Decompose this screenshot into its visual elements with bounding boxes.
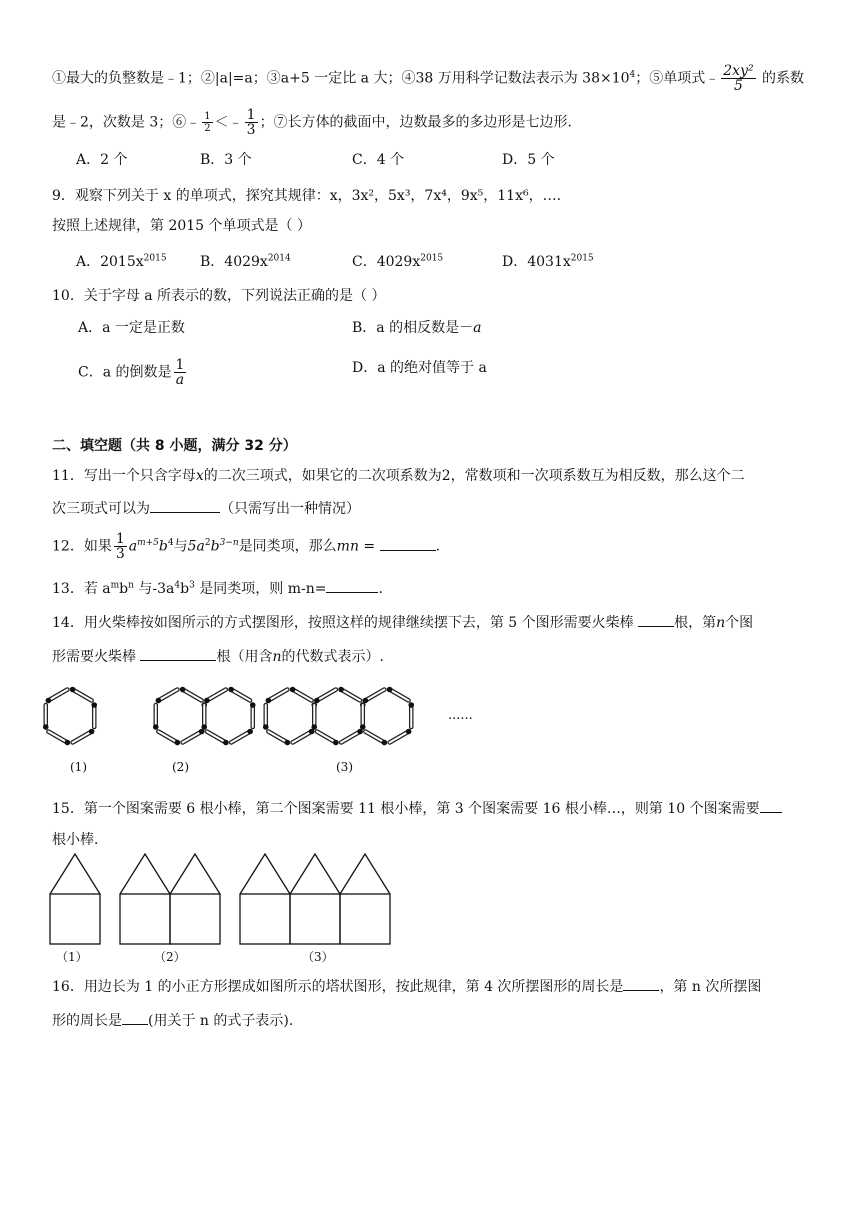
matchstick-head [247, 729, 253, 735]
matchstick-body [207, 690, 226, 701]
matchstick-body [390, 690, 409, 701]
matchstick-body [48, 732, 67, 743]
q15-caption-3: （3） [302, 950, 334, 964]
q16-line1: 16．用边长为 1 的小正方形摆成如图所示的塔状图形，按此规律，第 4 次所摆图形的周长是 ，第 n 次所摆图 [52, 976, 761, 997]
house-roof [170, 854, 220, 894]
q14-answer-blank-2[interactable] [140, 646, 216, 661]
matchstick-body [183, 690, 202, 701]
q15-line2: 根小棒． [52, 832, 108, 848]
matchstick-head [250, 702, 256, 708]
house-roof [290, 854, 340, 894]
house-roof [50, 854, 100, 894]
matchstick-body [158, 732, 177, 743]
matchstick-body [158, 690, 177, 701]
house-square [340, 894, 390, 944]
matchstick-body [183, 732, 202, 743]
matchstick-head [153, 724, 159, 730]
q10-option-b[interactable]: B．a 的相反数是－a [352, 320, 482, 336]
matchstick-body [48, 690, 67, 701]
matchstick-head [223, 740, 229, 746]
q10-reciprocal-fraction: $\frac{1}{a}$ [175, 357, 185, 388]
house-square [170, 894, 220, 944]
matchstick-head [91, 702, 97, 708]
q9-line1: 9．观察下列关于 x 的单项式，探究其规律：x，3x²，5x³，7x⁴，9x⁵，11x⁶，…. [52, 188, 562, 204]
matchstick-head [204, 698, 210, 704]
q16-line2: 形的周长是 (用关于 n 的式子表示). [52, 1010, 293, 1031]
matchstick-body [73, 732, 92, 743]
matchstick-head [333, 740, 339, 746]
q11-answer-blank[interactable] [150, 498, 220, 513]
q9-option-b[interactable]: B．$4029x^{2014}$ [200, 253, 291, 270]
matchstick-head [338, 687, 344, 693]
matchstick-head [263, 724, 269, 730]
matchstick-head [43, 724, 49, 730]
q8-line1: ①最大的负整数是﹣1；②|a|=a；③a+5 一定比 a 大；④38 万用科学记数法表示为 $38\times 10^4$；⑤单项式﹣ $\frac{\text{2xy²}}{5}$ 的系数 [52, 63, 805, 94]
matchstick-body [268, 732, 287, 743]
q14-line2: 形需要火柴棒 根（用含n的代数式表示）. [52, 646, 384, 667]
matchstick-head [360, 724, 366, 730]
q13-answer-blank[interactable] [326, 578, 378, 593]
matchstick-body [317, 732, 336, 743]
matchstick-head [311, 724, 317, 730]
matchstick-head [65, 740, 71, 746]
matchstick-body [231, 732, 250, 743]
matchstick-body [365, 690, 384, 701]
matchstick-body [73, 690, 92, 701]
matchstick-head [180, 687, 186, 693]
matchstick-head [156, 698, 162, 704]
q14-answer-blank-1[interactable] [638, 612, 674, 627]
q8-option-a[interactable]: A．2 个 [76, 152, 128, 168]
matchstick-head [382, 740, 388, 746]
matchstick-body [341, 690, 360, 701]
matchstick-head [406, 729, 412, 735]
matchstick-head [46, 698, 52, 704]
house-square [240, 894, 290, 944]
q8-option-b[interactable]: B．3 个 [200, 152, 252, 168]
matchstick-head [175, 740, 181, 746]
q14-line1: 14．用火柴棒按如图所示的方式摆图形，按照这样的规律继续摆下去，第 5 个图形需要火柴棒 根，第n个图 [52, 612, 753, 633]
q15-caption-2: （2） [154, 950, 186, 964]
q14-caption-3: (3) [336, 760, 353, 774]
matchstick-head [201, 724, 207, 730]
q12-answer-blank[interactable] [380, 536, 436, 551]
q8-option-c[interactable]: C．4 个 [352, 152, 405, 168]
house-roof [340, 854, 390, 894]
q14-ellipsis: ...... [448, 708, 473, 723]
matchstick-hexagon-figure [40, 676, 480, 756]
matchstick-head [70, 687, 76, 693]
q11-line1: 11．写出一个只含字母x的二次三项式，如果它的二次项系数为2，常数项和一次项系数互为相反数，那么这个二 [52, 468, 745, 484]
matchstick-head [228, 687, 234, 693]
matchstick-body [268, 690, 287, 701]
matchstick-body [317, 690, 336, 701]
q10-option-d[interactable]: D．a 的绝对值等于 a [352, 360, 487, 376]
q8-line2: 是﹣2，次数是 3；⑥﹣ $\frac{1}{2}$ ＜﹣ $\frac{1}{3}$ ；⑦长方体的截面中，边数最多的多边形是七边形． [52, 107, 582, 138]
matchstick-head [363, 698, 369, 704]
house-square [120, 894, 170, 944]
q9-option-a[interactable]: A．$2015x^{2015}$ [76, 253, 167, 270]
matchstick-body [341, 732, 360, 743]
q13-line: 13．若 $a^mb^n$ 与$-3a^4b^3$ 是同类项，则 m-n= . [52, 578, 383, 599]
matchstick-body [293, 690, 312, 701]
q9-option-c[interactable]: C．$4029x^{2015}$ [352, 253, 444, 270]
q8-fraction-third: $\frac{1}{3}$ [246, 107, 256, 138]
matchstick-body [365, 732, 384, 743]
q14-caption-2: (2) [172, 760, 189, 774]
q16-answer-blank-2[interactable] [122, 1010, 148, 1025]
house-pattern-figure [50, 852, 400, 946]
section-title: 二、填空题（共 8 小题，满分 32 分） [52, 438, 297, 454]
q15-caption-1: （1） [56, 950, 88, 964]
matchstick-head [387, 687, 393, 693]
q9-line2: 按照上述规律，第 2015 个单项式是（ ） [52, 218, 311, 234]
q9-option-d[interactable]: D．$4031x^{2015}$ [502, 253, 594, 270]
q15-answer-blank[interactable] [760, 798, 782, 813]
matchstick-body [207, 732, 226, 743]
q11-line2: 次三项式可以为 （只需写出一种情况） [52, 498, 360, 519]
q14-caption-1: (1) [70, 760, 87, 774]
matchstick-body [231, 690, 250, 701]
q8-option-d[interactable]: D．5 个 [502, 152, 555, 168]
matchstick-body [390, 732, 409, 743]
matchstick-body [293, 732, 312, 743]
matchstick-head [290, 687, 296, 693]
q12-line: 12．如果 $\frac{1}{3}$ $a^{m+5}b^4$与$5a^2b^{3-n}$是同类项，那么mn = . [52, 531, 441, 562]
matchstick-head [266, 698, 272, 704]
q10-option-c[interactable]: C．a 的倒数是 $\frac{1}{a}$ [78, 357, 185, 388]
matchstick-head [408, 702, 414, 708]
house-roof [240, 854, 290, 894]
matchstick-head [285, 740, 291, 746]
q8-fraction-half: $\frac{1}{2}$ [204, 111, 211, 134]
q12-fraction: $\frac{1}{3}$ [115, 531, 125, 562]
house-square [50, 894, 100, 944]
matchstick-head [314, 698, 320, 704]
house-roof [120, 854, 170, 894]
house-square [290, 894, 340, 944]
matchstick-head [89, 729, 95, 735]
q16-answer-blank-1[interactable] [623, 976, 659, 991]
q8-monomial-fraction: $\frac{\text{2xy²}}{5}$ [723, 63, 754, 94]
q10-stem: 10．关于字母 a 所表示的数，下列说法正确的是（ ） [52, 288, 386, 304]
q10-option-a[interactable]: A．a 一定是正数 [78, 320, 185, 336]
q15-line1: 15．第一个图案需要 6 根小棒，第二个图案需要 11 根小棒，第 3 个图案需要 16 根小棒…，则第 10 个图案需要 [52, 798, 782, 819]
